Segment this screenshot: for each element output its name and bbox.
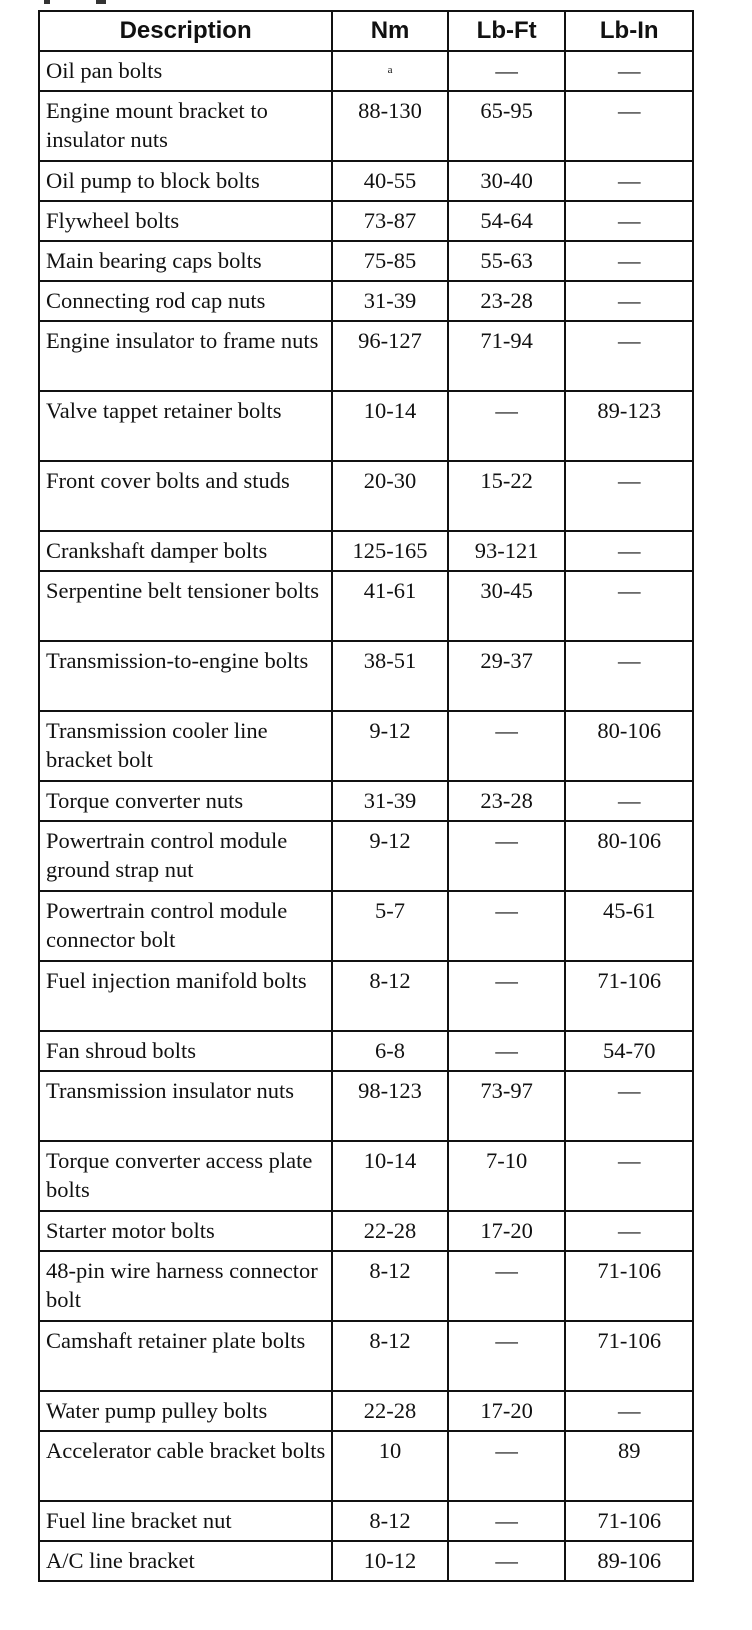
table-row — [39, 1211, 693, 1251]
cell-description: Accelerator cable bracket bolts — [39, 1431, 332, 1501]
cell-lb-in: — — [565, 281, 693, 321]
cell-description: Engine mount bracket to insulator nuts — [39, 91, 332, 161]
cell-lb-in: 54-70 — [565, 1031, 693, 1071]
cell-nm: 8-12 — [332, 961, 448, 1031]
table-row — [39, 1501, 693, 1541]
cell-description: 48-pin wire harness connector bolt — [39, 1251, 332, 1321]
cell-description: Torque converter access plate bolts — [39, 1141, 332, 1211]
cell-lb-ft: — — [448, 821, 566, 891]
table-row — [39, 961, 693, 1031]
cell-nm: 40-55 — [332, 161, 448, 201]
cell-description: Serpentine belt tensioner bolts — [39, 571, 332, 641]
cell-description: Transmission cooler line bracket bolt — [39, 711, 332, 781]
cell-description: Powertrain control module ground strap nut — [39, 821, 332, 891]
cell-nm: 5-7 — [332, 891, 448, 961]
cell-description: Flywheel bolts — [39, 201, 332, 241]
cell-lb-in: 71-106 — [565, 1251, 693, 1321]
cell-lb-ft: 71-94 — [448, 321, 566, 391]
cell-lb-ft: — — [448, 1501, 566, 1541]
table-row — [39, 781, 693, 821]
cell-nm: 75-85 — [332, 241, 448, 281]
cell-nm: 22-28 — [332, 1391, 448, 1431]
cell-lb-ft: — — [448, 711, 566, 781]
table-row — [39, 1141, 693, 1211]
table-row — [39, 281, 693, 321]
cell-description: Valve tappet retainer bolts — [39, 391, 332, 461]
cell-nm: 125-165 — [332, 531, 448, 571]
cell-nm: 41-61 — [332, 571, 448, 641]
table-row — [39, 161, 693, 201]
table-row — [39, 891, 693, 961]
cell-lb-ft: 65-95 — [448, 91, 566, 161]
cell-description: Fan shroud bolts — [39, 1031, 332, 1071]
cell-description: Starter motor bolts — [39, 1211, 332, 1251]
cell-lb-in: — — [565, 1141, 693, 1211]
cell-nm: 6-8 — [332, 1031, 448, 1071]
cell-description: Transmission insulator nuts — [39, 1071, 332, 1141]
cell-lb-ft: — — [448, 1541, 566, 1581]
column-header-description: Description — [39, 11, 332, 51]
cell-lb-in: — — [565, 461, 693, 531]
cell-lb-in: 89 — [565, 1431, 693, 1501]
cell-description: Camshaft retainer plate bolts — [39, 1321, 332, 1391]
cell-nm: 8-12 — [332, 1251, 448, 1321]
table-row — [39, 321, 693, 391]
cell-lb-ft: 7-10 — [448, 1141, 566, 1211]
column-header-lb-in: Lb-In — [565, 11, 693, 51]
cell-lb-ft: 54-64 — [448, 201, 566, 241]
table-row — [39, 571, 693, 641]
table-row — [39, 201, 693, 241]
cell-nm: 20-30 — [332, 461, 448, 531]
table-row — [39, 461, 693, 531]
cell-nm: 10-14 — [332, 391, 448, 461]
table-row — [39, 241, 693, 281]
cell-nm: 96-127 — [332, 321, 448, 391]
cell-nm: 31-39 — [332, 281, 448, 321]
top-text-fragment — [96, 0, 106, 4]
cell-nm: 73-87 — [332, 201, 448, 241]
cell-lb-ft: 55-63 — [448, 241, 566, 281]
cell-lb-in: — — [565, 531, 693, 571]
cell-description: Water pump pulley bolts — [39, 1391, 332, 1431]
table-row — [39, 391, 693, 461]
cell-lb-ft: — — [448, 961, 566, 1031]
cell-nm: 22-28 — [332, 1211, 448, 1251]
cell-lb-in: 89-106 — [565, 1541, 693, 1581]
cell-description: Oil pan bolts — [39, 51, 332, 91]
cell-lb-in: — — [565, 641, 693, 711]
cell-lb-ft: 17-20 — [448, 1391, 566, 1431]
cell-lb-in: — — [565, 781, 693, 821]
cell-lb-in: — — [565, 241, 693, 281]
cell-lb-in: 71-106 — [565, 1321, 693, 1391]
cell-lb-ft: — — [448, 1251, 566, 1321]
cell-lb-ft: 30-40 — [448, 161, 566, 201]
table-row — [39, 531, 693, 571]
cell-lb-in: — — [565, 1391, 693, 1431]
column-header-nm: Nm — [332, 11, 448, 51]
cell-lb-in: — — [565, 201, 693, 241]
table-row — [39, 1251, 693, 1321]
table-row — [39, 51, 693, 91]
cell-nm: 10-12 — [332, 1541, 448, 1581]
cell-lb-ft: 17-20 — [448, 1211, 566, 1251]
cell-description: Fuel injection manifold bolts — [39, 961, 332, 1031]
cell-lb-ft: 93-121 — [448, 531, 566, 571]
cell-lb-ft: 29-37 — [448, 641, 566, 711]
table-row — [39, 91, 693, 161]
cell-nm: 8-12 — [332, 1321, 448, 1391]
cell-description: Front cover bolts and studs — [39, 461, 332, 531]
cell-nm: 98-123 — [332, 1071, 448, 1141]
table-row — [39, 1391, 693, 1431]
cell-lb-ft: — — [448, 1031, 566, 1071]
cell-lb-ft: — — [448, 1431, 566, 1501]
cell-nm: 38-51 — [332, 641, 448, 711]
cell-lb-in: — — [565, 1211, 693, 1251]
cell-lb-ft: — — [448, 51, 566, 91]
cell-description: Connecting rod cap nuts — [39, 281, 332, 321]
cell-lb-in: 71-106 — [565, 961, 693, 1031]
cell-description: Transmission-to-engine bolts — [39, 641, 332, 711]
cell-description: A/C line bracket — [39, 1541, 332, 1581]
cell-lb-in: — — [565, 51, 693, 91]
cell-nm: 9-12 — [332, 711, 448, 781]
table-header-row — [39, 11, 693, 51]
table-row — [39, 641, 693, 711]
cell-description: Fuel line bracket nut — [39, 1501, 332, 1541]
cell-description: Main bearing caps bolts — [39, 241, 332, 281]
cell-nm: 10-14 — [332, 1141, 448, 1211]
cell-lb-in: 71-106 — [565, 1501, 693, 1541]
table-row — [39, 1431, 693, 1501]
cell-lb-ft: — — [448, 391, 566, 461]
table-row — [39, 1071, 693, 1141]
cell-lb-ft: 23-28 — [448, 281, 566, 321]
cell-description: Oil pump to block bolts — [39, 161, 332, 201]
cell-description: Engine insulator to frame nuts — [39, 321, 332, 391]
cell-lb-in: 80-106 — [565, 821, 693, 891]
column-header-lb-ft: Lb-Ft — [448, 11, 566, 51]
cell-description: Crankshaft damper bolts — [39, 531, 332, 571]
cell-lb-ft: 23-28 — [448, 781, 566, 821]
table-row — [39, 1031, 693, 1071]
cell-description: Powertrain control module connector bolt — [39, 891, 332, 961]
table-row — [39, 711, 693, 781]
cell-lb-ft: 15-22 — [448, 461, 566, 531]
torque-specifications-table — [38, 10, 694, 1582]
cell-lb-in: — — [565, 571, 693, 641]
cell-lb-in: — — [565, 321, 693, 391]
table-row — [39, 1541, 693, 1581]
cell-nm: 88-130 — [332, 91, 448, 161]
cell-nm: 9-12 — [332, 821, 448, 891]
cell-lb-in: — — [565, 91, 693, 161]
cell-lb-in: 45-61 — [565, 891, 693, 961]
cell-lb-in: 80-106 — [565, 711, 693, 781]
cell-lb-ft: 73-97 — [448, 1071, 566, 1141]
cell-lb-in: — — [565, 1071, 693, 1141]
cell-lb-ft: — — [448, 891, 566, 961]
cell-description: Torque converter nuts — [39, 781, 332, 821]
table-row — [39, 821, 693, 891]
cell-nm: 8-12 — [332, 1501, 448, 1541]
cell-nm: a — [332, 51, 448, 91]
table-row — [39, 1321, 693, 1391]
cell-lb-in: 89-123 — [565, 391, 693, 461]
cell-nm: 31-39 — [332, 781, 448, 821]
top-text-fragment — [44, 0, 50, 4]
cell-nm: 10 — [332, 1431, 448, 1501]
cell-lb-in: — — [565, 161, 693, 201]
cell-lb-ft: 30-45 — [448, 571, 566, 641]
cell-lb-ft: — — [448, 1321, 566, 1391]
